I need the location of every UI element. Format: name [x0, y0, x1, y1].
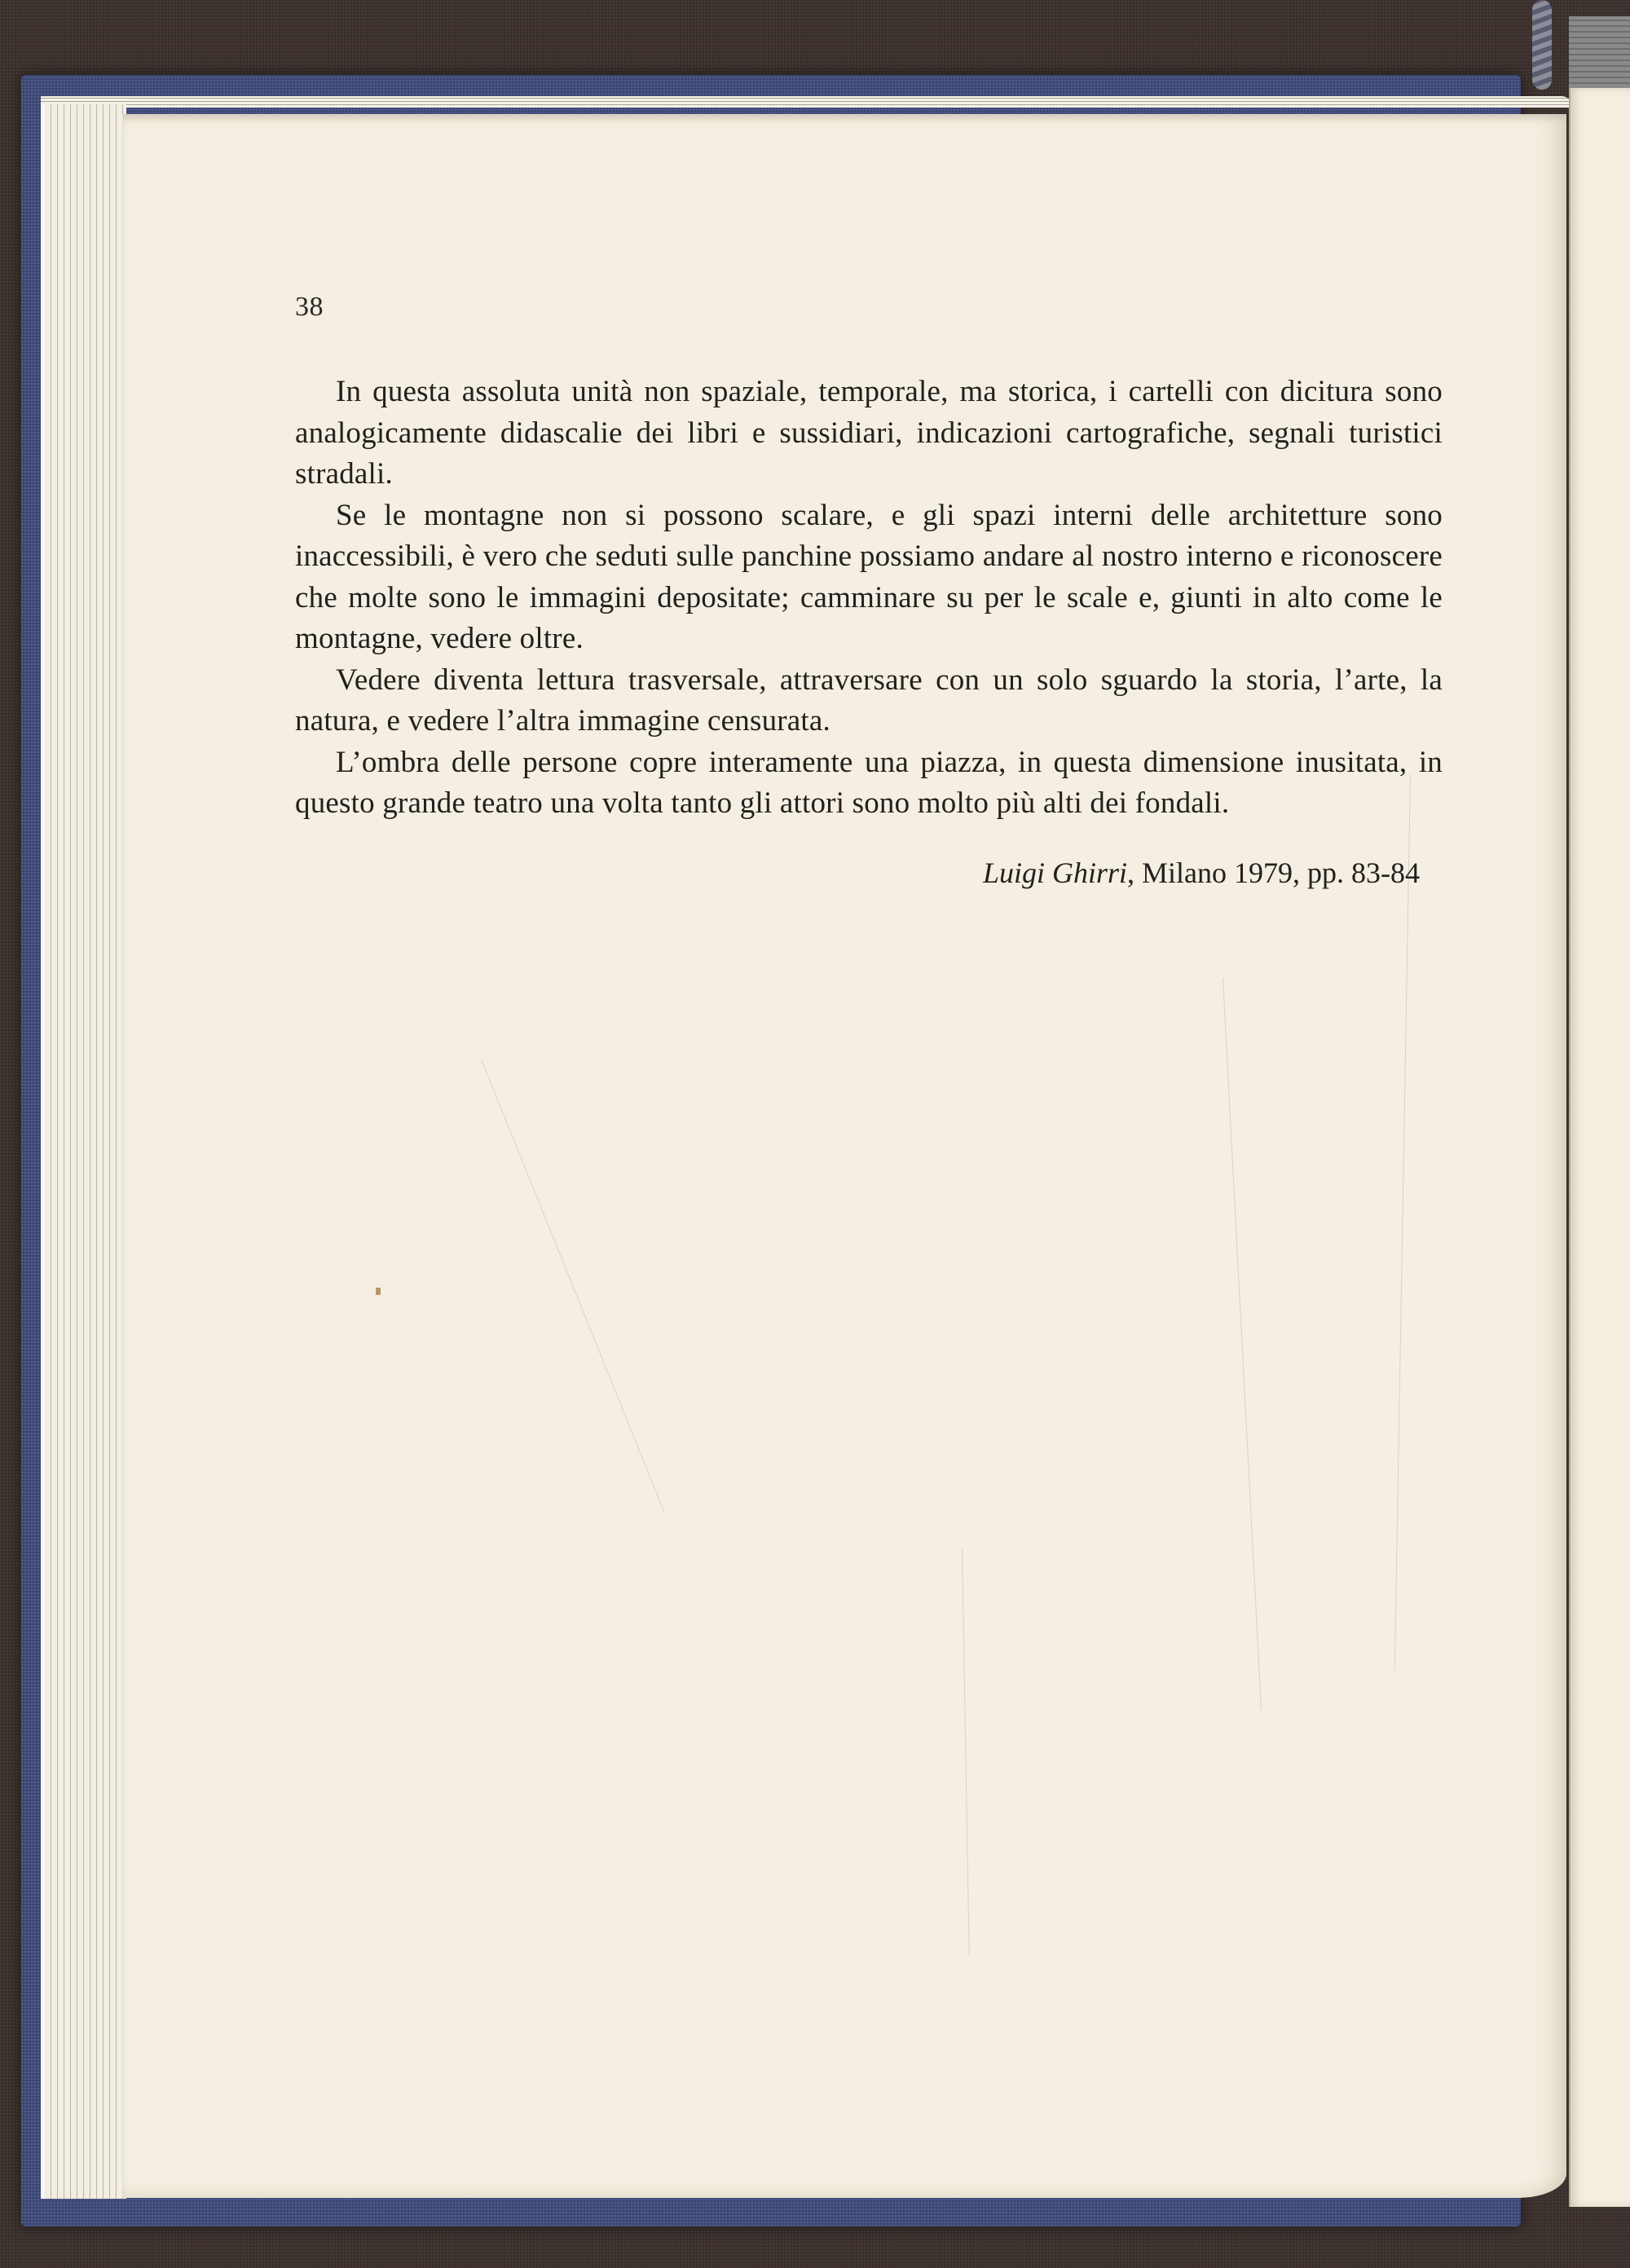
bookmark-ribbon [1532, 0, 1552, 90]
citation [983, 856, 1420, 890]
next-page-edge [1569, 88, 1630, 2207]
citation-details: , Milano 1979, pp. 83-84 [1127, 857, 1420, 889]
body-text [295, 372, 1443, 825]
paragraph: Se le montagne non si possono scalare, e gli spazi interni delle architetture sono inaccessibili, è vero che seduti sulle panchine possiamo andare al nostro interno e riconoscere che molte sono le immagini depositate; camminare su per le scale e, giunti in alto come le montagne, vedere oltre. [295, 498, 1443, 655]
paragraph: In questa assoluta unità non spaziale, temporale, ma storica, i cartelli con dicitura sono analogicamente didascalie dei libri e sussidiari, indicazioni cartografiche, segnali turistici stradali. [295, 375, 1443, 491]
page-stack-left-edge [41, 104, 126, 2199]
paragraph: Vedere diventa lettura trasversale, attraversare con un solo sguardo la storia, l’arte, la natura, e vedere l’altra immagine censurata. [295, 663, 1443, 738]
paragraph: L’ombra delle persone copre interamente una piazza, in questa dimensione inusitata, in questo grande teatro una volta tanto gli attori sono molto più alti dei fondali. [295, 745, 1443, 820]
citation-author: Luigi Ghirri [982, 857, 1128, 889]
next-page-top-edge [1569, 16, 1630, 88]
paper-speck [376, 1288, 381, 1295]
page-number: 38 [295, 292, 324, 322]
page-stack-top-edge [41, 96, 1573, 108]
